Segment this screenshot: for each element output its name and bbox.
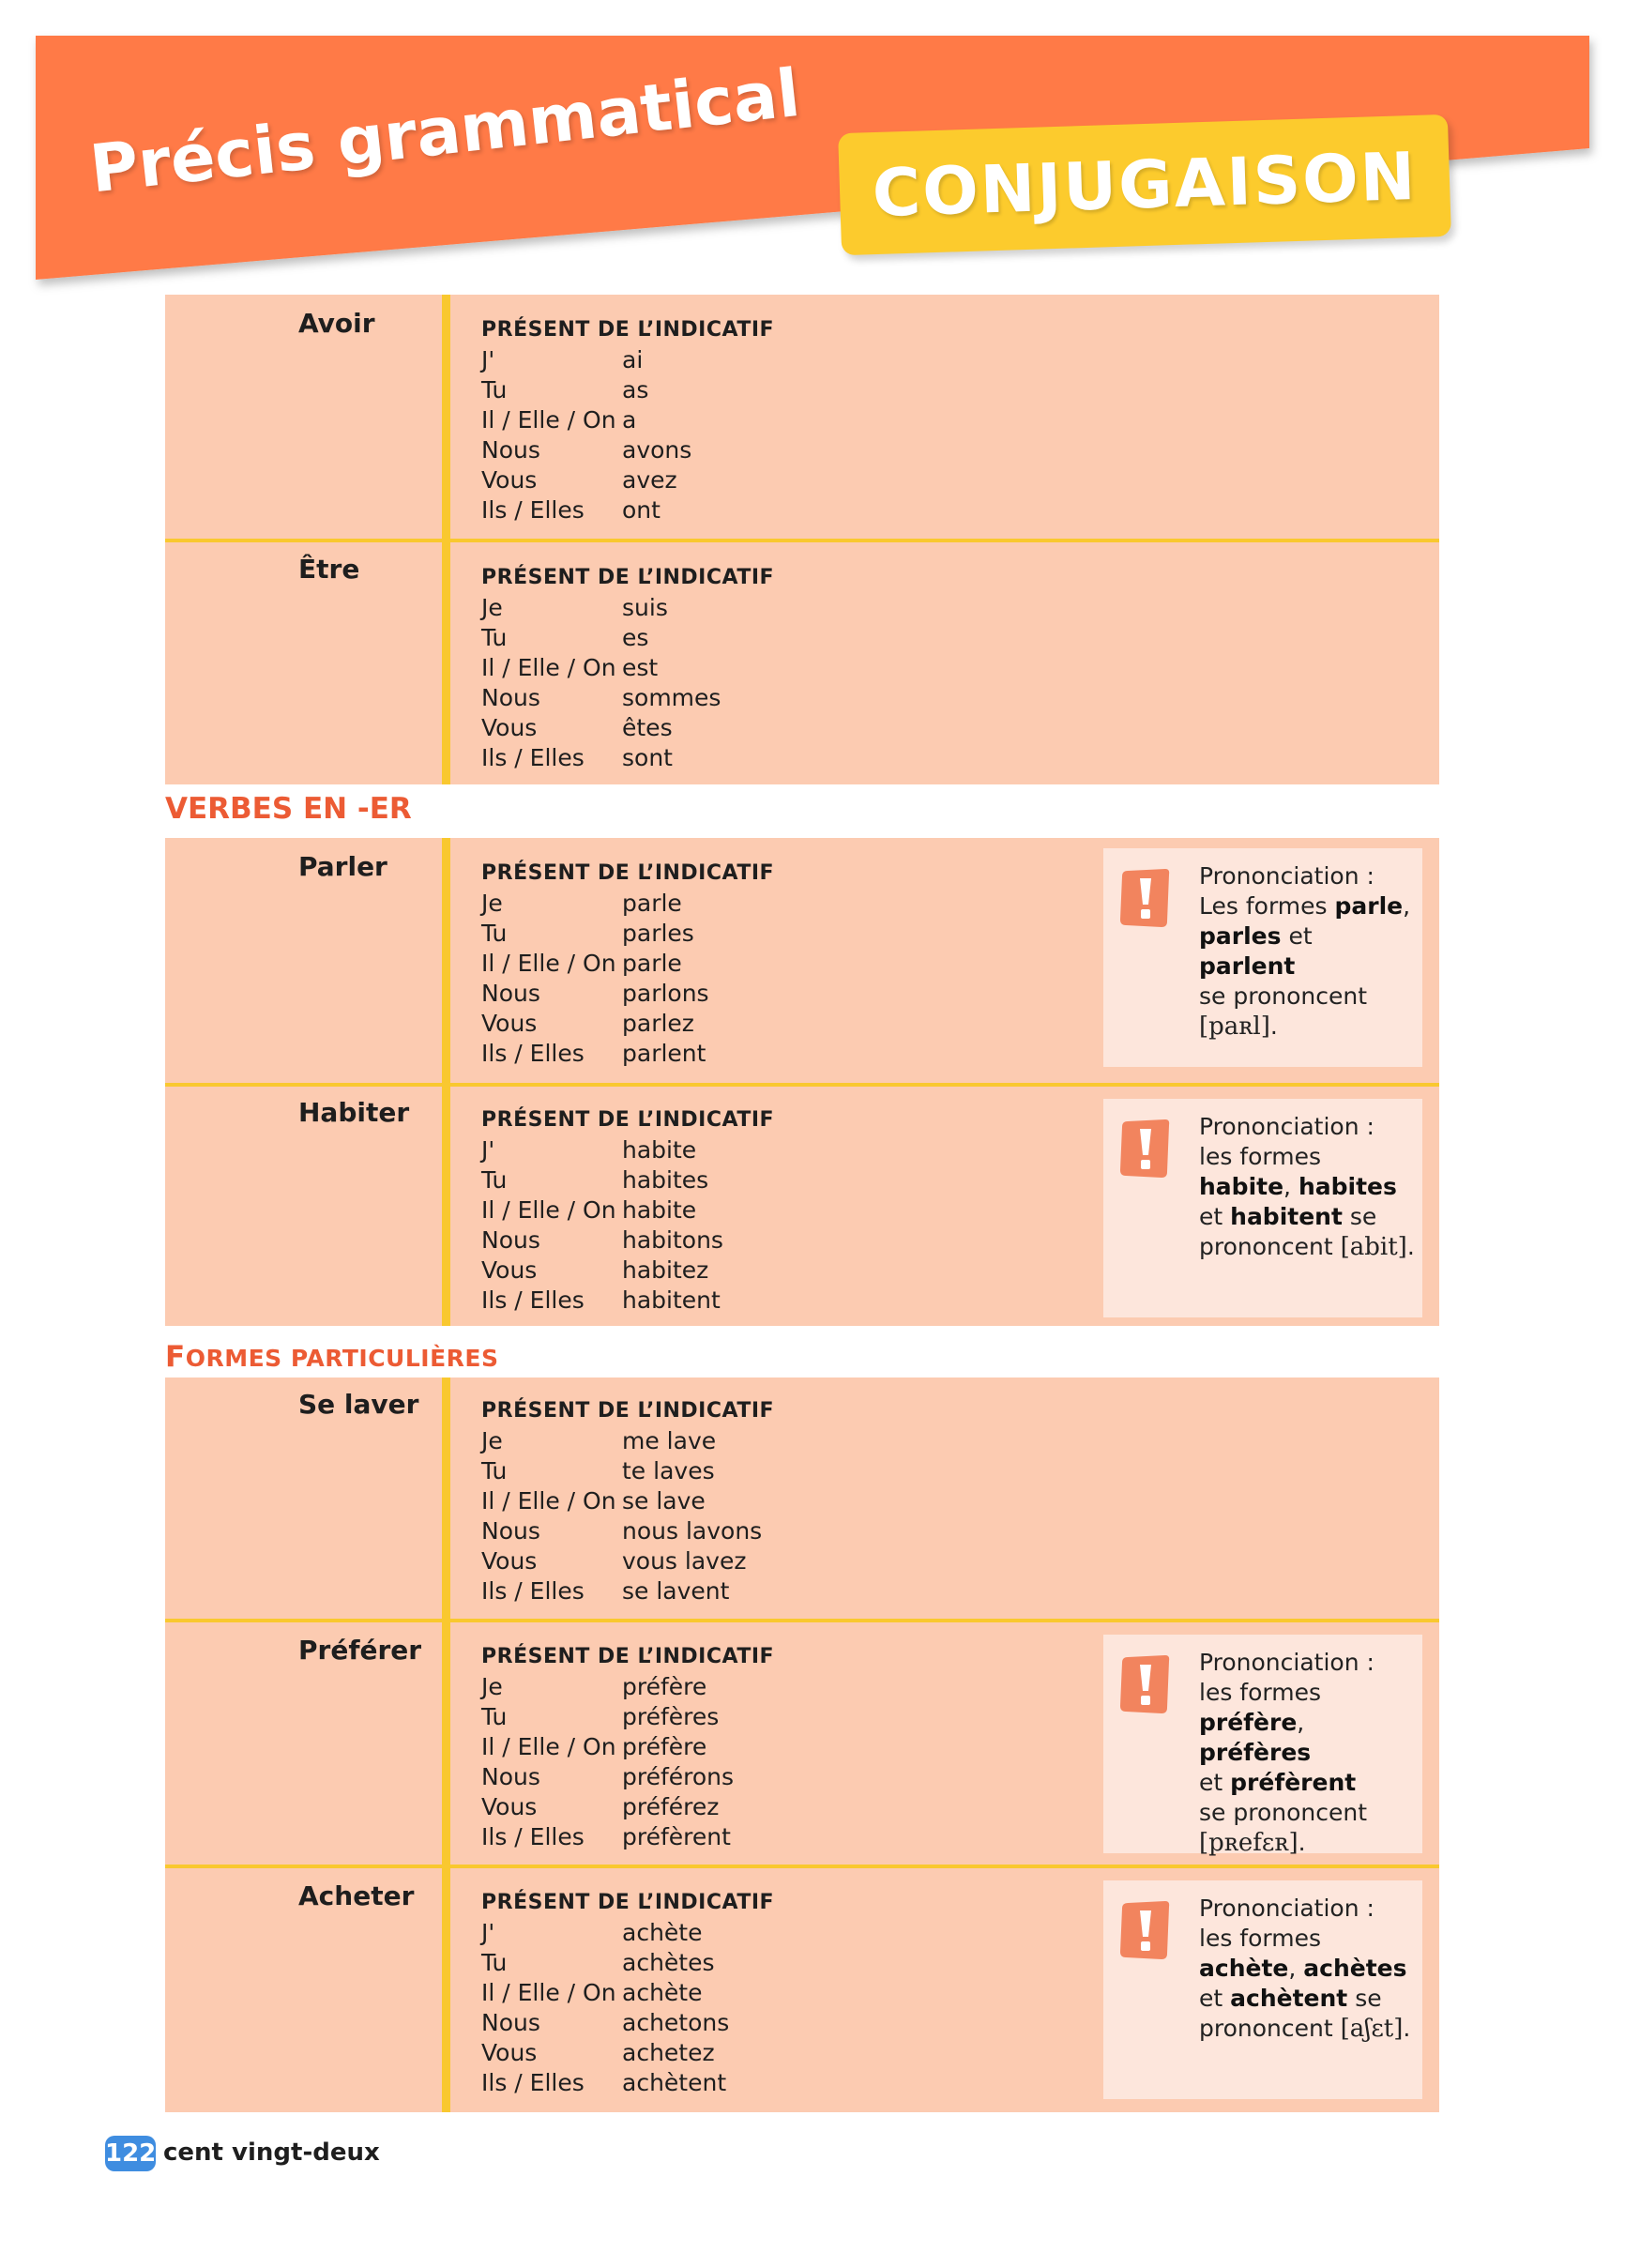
conjugation-row: Je préfère xyxy=(481,1673,707,1700)
conjugation-row: Je suis xyxy=(481,594,668,621)
exclamation-icon xyxy=(1118,867,1171,929)
verb-name: Avoir xyxy=(298,308,375,339)
page-title: Précis grammatical xyxy=(86,53,804,208)
conjugation-row: Tu te laves xyxy=(481,1457,715,1484)
conjugation-row: Ils / Elles sont xyxy=(481,744,673,771)
tense-header: PRÉSENT DE L’INDICATIF xyxy=(481,1399,775,1423)
conjugation-block-3 xyxy=(165,1378,1439,2112)
conjugation-etre xyxy=(481,563,774,773)
note-text: Prononciation : les formes achète, achètes et achètent se prononcent [aʃɛt]. xyxy=(1199,1895,1411,2043)
conjugation-row: Vous êtes xyxy=(481,714,673,741)
conjugation-se-laver xyxy=(481,1396,774,1606)
conjugation-row: Je me lave xyxy=(481,1427,717,1454)
conjugation-acheter xyxy=(481,1888,774,2098)
conjugation-avoir xyxy=(481,315,774,525)
conjugation-row: Ils / Elles parlent xyxy=(481,1040,706,1067)
conjugation-row: Nous sommes xyxy=(481,684,721,711)
verb-name: Se laver xyxy=(298,1389,419,1420)
conjugation-row: Nous préférons xyxy=(481,1763,735,1790)
conjugation-parler xyxy=(481,859,774,1069)
page-number-badge: 122 xyxy=(105,2136,156,2171)
tense-header: PRÉSENT DE L’INDICATIF xyxy=(481,1891,775,1914)
column-separator xyxy=(442,1378,450,2112)
tense-header: PRÉSENT DE L’INDICATIF xyxy=(481,1645,775,1668)
conjugation-row: J' achète xyxy=(481,1919,703,1946)
pronunciation-note-acheter xyxy=(1103,1880,1422,2099)
section-title-formes-particulieres: FORMES PARTICULIÈRES xyxy=(165,1340,499,1374)
conjugation-row: Il / Elle / On est xyxy=(481,654,659,681)
conjugation-row: Tu achètes xyxy=(481,1949,715,1976)
conjugation-row: Nous parlons xyxy=(481,980,709,1007)
conjugation-row: Vous achetez xyxy=(481,2039,715,2066)
badge-label: CONJUGAISON xyxy=(871,137,1419,233)
note-text: Prononciation : Les formes parle, parles et parlent se prononcent [paʀl]. xyxy=(1199,862,1411,1041)
conjugation-row: Tu préfères xyxy=(481,1703,720,1730)
conjugation-row: Il / Elle / On a xyxy=(481,406,637,434)
exclamation-icon xyxy=(1118,1653,1171,1715)
conjugation-row: Ils / Elles achètent xyxy=(481,2069,727,2096)
conjugation-row: Il / Elle / On parle xyxy=(481,950,682,977)
conjugation-row: Tu as xyxy=(481,376,649,403)
verb-name: Parler xyxy=(298,851,387,882)
tense-header: PRÉSENT DE L’INDICATIF xyxy=(481,566,775,589)
conjugation-row: Vous préférez xyxy=(481,1793,720,1820)
row-separator xyxy=(165,1619,1439,1622)
pronunciation-note-parler xyxy=(1103,848,1422,1067)
conjugation-row: Tu parles xyxy=(481,920,694,947)
conjugation-row: Vous avez xyxy=(481,466,677,494)
conjugation-row: Il / Elle / On habite xyxy=(481,1196,697,1224)
pronunciation-note-habiter xyxy=(1103,1099,1422,1317)
page-number-words: cent vingt-deux xyxy=(163,2139,380,2167)
row-separator xyxy=(165,539,1439,542)
conjugation-habiter xyxy=(481,1105,774,1316)
row-separator xyxy=(165,1865,1439,1868)
conjugation-row: J' habite xyxy=(481,1136,697,1164)
tense-header: PRÉSENT DE L’INDICATIF xyxy=(481,1108,775,1132)
conjugation-row: Je parle xyxy=(481,890,682,917)
conjugation-row: Ils / Elles ont xyxy=(481,496,661,524)
conjugation-row: Ils / Elles habitent xyxy=(481,1286,721,1314)
conjugation-row: Vous habitez xyxy=(481,1256,709,1284)
conjugation-row: Ils / Elles se lavent xyxy=(481,1577,730,1605)
column-separator xyxy=(442,838,450,1326)
conjugation-row: Ils / Elles préfèrent xyxy=(481,1823,731,1850)
verb-name: Préférer xyxy=(298,1635,422,1666)
conjugation-row: Tu es xyxy=(481,624,649,651)
conjugation-row: Il / Elle / On se lave xyxy=(481,1487,706,1515)
section-title-verbes-er: VERBES EN -ER xyxy=(165,792,412,826)
conjugation-row: Il / Elle / On préfère xyxy=(481,1733,707,1760)
conjugation-row: Nous avons xyxy=(481,436,692,464)
conjugaison-badge xyxy=(838,114,1451,255)
tense-header: PRÉSENT DE L’INDICATIF xyxy=(481,861,775,885)
conjugation-row: Vous parlez xyxy=(481,1010,694,1037)
pronunciation-note-preferer xyxy=(1103,1635,1422,1857)
exclamation-icon xyxy=(1118,1118,1171,1180)
conjugation-row: J' ai xyxy=(481,346,644,373)
conjugation-row: Nous habitons xyxy=(481,1226,723,1254)
verb-name: Habiter xyxy=(298,1097,410,1128)
conjugation-block-1 xyxy=(165,295,1439,784)
conjugation-row: Il / Elle / On achète xyxy=(481,1979,703,2006)
conjugation-block-2 xyxy=(165,838,1439,1326)
row-separator xyxy=(165,1083,1439,1087)
note-text: Prononciation : les formes habite, habites et habitent se prononcent [abit]. xyxy=(1199,1113,1415,1261)
conjugation-row: Tu habites xyxy=(481,1166,709,1194)
conjugation-row: Nous achetons xyxy=(481,2009,730,2036)
verb-name: Acheter xyxy=(298,1880,415,1911)
verb-name: Être xyxy=(298,554,360,585)
conjugation-row: Vous vous lavez xyxy=(481,1547,747,1575)
note-text: Prononciation : les formes préfère, préfères et préfèrent se prononcent [pʀefɛʀ]. xyxy=(1199,1649,1374,1857)
exclamation-icon xyxy=(1118,1899,1171,1961)
conjugation-preferer xyxy=(481,1642,774,1852)
tense-header: PRÉSENT DE L’INDICATIF xyxy=(481,318,775,342)
conjugation-row: Nous nous lavons xyxy=(481,1517,763,1545)
